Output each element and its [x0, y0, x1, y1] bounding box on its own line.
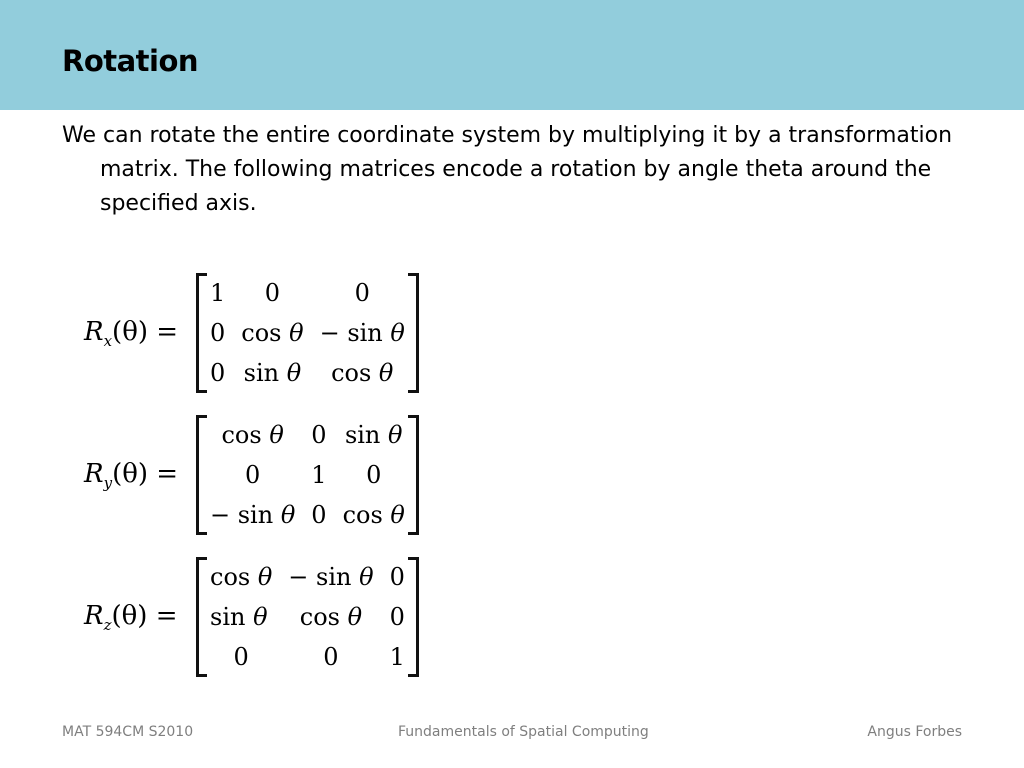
- matrix-body: [202, 273, 413, 393]
- footer-course: MAT 594CM S2010: [62, 724, 194, 740]
- slide-body: [62, 119, 962, 221]
- matrix-label-y: $R_y(\theta)$ =: [84, 458, 179, 492]
- matrix-cell: 0: [323, 643, 339, 671]
- matrix-label-x: $R_x(\theta)$ =: [84, 316, 179, 350]
- matrix-cell: cos θ: [241, 319, 304, 347]
- footer-author: Angus Forbes: [867, 724, 962, 740]
- matrix-cell: 1: [210, 279, 226, 307]
- matrix-label-z: $R_z(\theta)$ =: [84, 600, 178, 634]
- matrix-cell: cos θ: [210, 563, 273, 591]
- matrix-cell: sin θ: [210, 603, 268, 631]
- matrix-cell: 0: [389, 563, 405, 591]
- matrix-cell: 0: [354, 279, 370, 307]
- body-paragraph: We can rotate the entire coordinate system by multiplying it by a transformation matrix. The following matrices encode a rotation by angle theta around the specified axis.: [62, 123, 953, 216]
- matrix-cell: 0: [210, 359, 226, 387]
- rotation-matrix-z: [84, 556, 419, 678]
- matrix-cell: cos θ: [331, 359, 394, 387]
- matrix-cell: cos θ: [342, 501, 405, 529]
- matrix-cell: 0: [311, 501, 327, 529]
- matrix-cell: sin θ: [344, 421, 403, 449]
- matrix-cell: 1: [389, 643, 405, 671]
- matrix-cell: 0: [264, 279, 281, 307]
- title-bar: [0, 0, 1024, 110]
- matrix-cell: 0: [210, 319, 226, 347]
- matrix-cell: 0: [245, 461, 261, 489]
- matrix-cell: 0: [233, 643, 249, 671]
- matrix-cell: − sin θ: [319, 319, 405, 347]
- rotation-matrix-x: [84, 272, 419, 394]
- matrix-body: [202, 415, 413, 535]
- matrix-cell: − sin θ: [210, 501, 296, 529]
- matrix-cell: sin θ: [243, 359, 302, 387]
- matrix-cell: cos θ: [299, 603, 363, 631]
- matrix-cell: 0: [366, 461, 382, 489]
- rotation-matrix-y: [84, 414, 419, 536]
- matrix-cell: 0: [311, 421, 327, 449]
- matrix-cell: − sin θ: [288, 563, 374, 591]
- matrix-cell: 1: [311, 461, 327, 489]
- matrix-cell: 0: [389, 603, 405, 631]
- footer-title: Fundamentals of Spatial Computing: [398, 724, 649, 740]
- matrix-cell: cos θ: [221, 421, 284, 449]
- matrix-bracket: [196, 557, 419, 677]
- slide-title: Rotation: [62, 44, 199, 78]
- matrix-body: [202, 557, 413, 677]
- matrix-bracket: [196, 273, 419, 393]
- matrix-bracket: [196, 415, 419, 535]
